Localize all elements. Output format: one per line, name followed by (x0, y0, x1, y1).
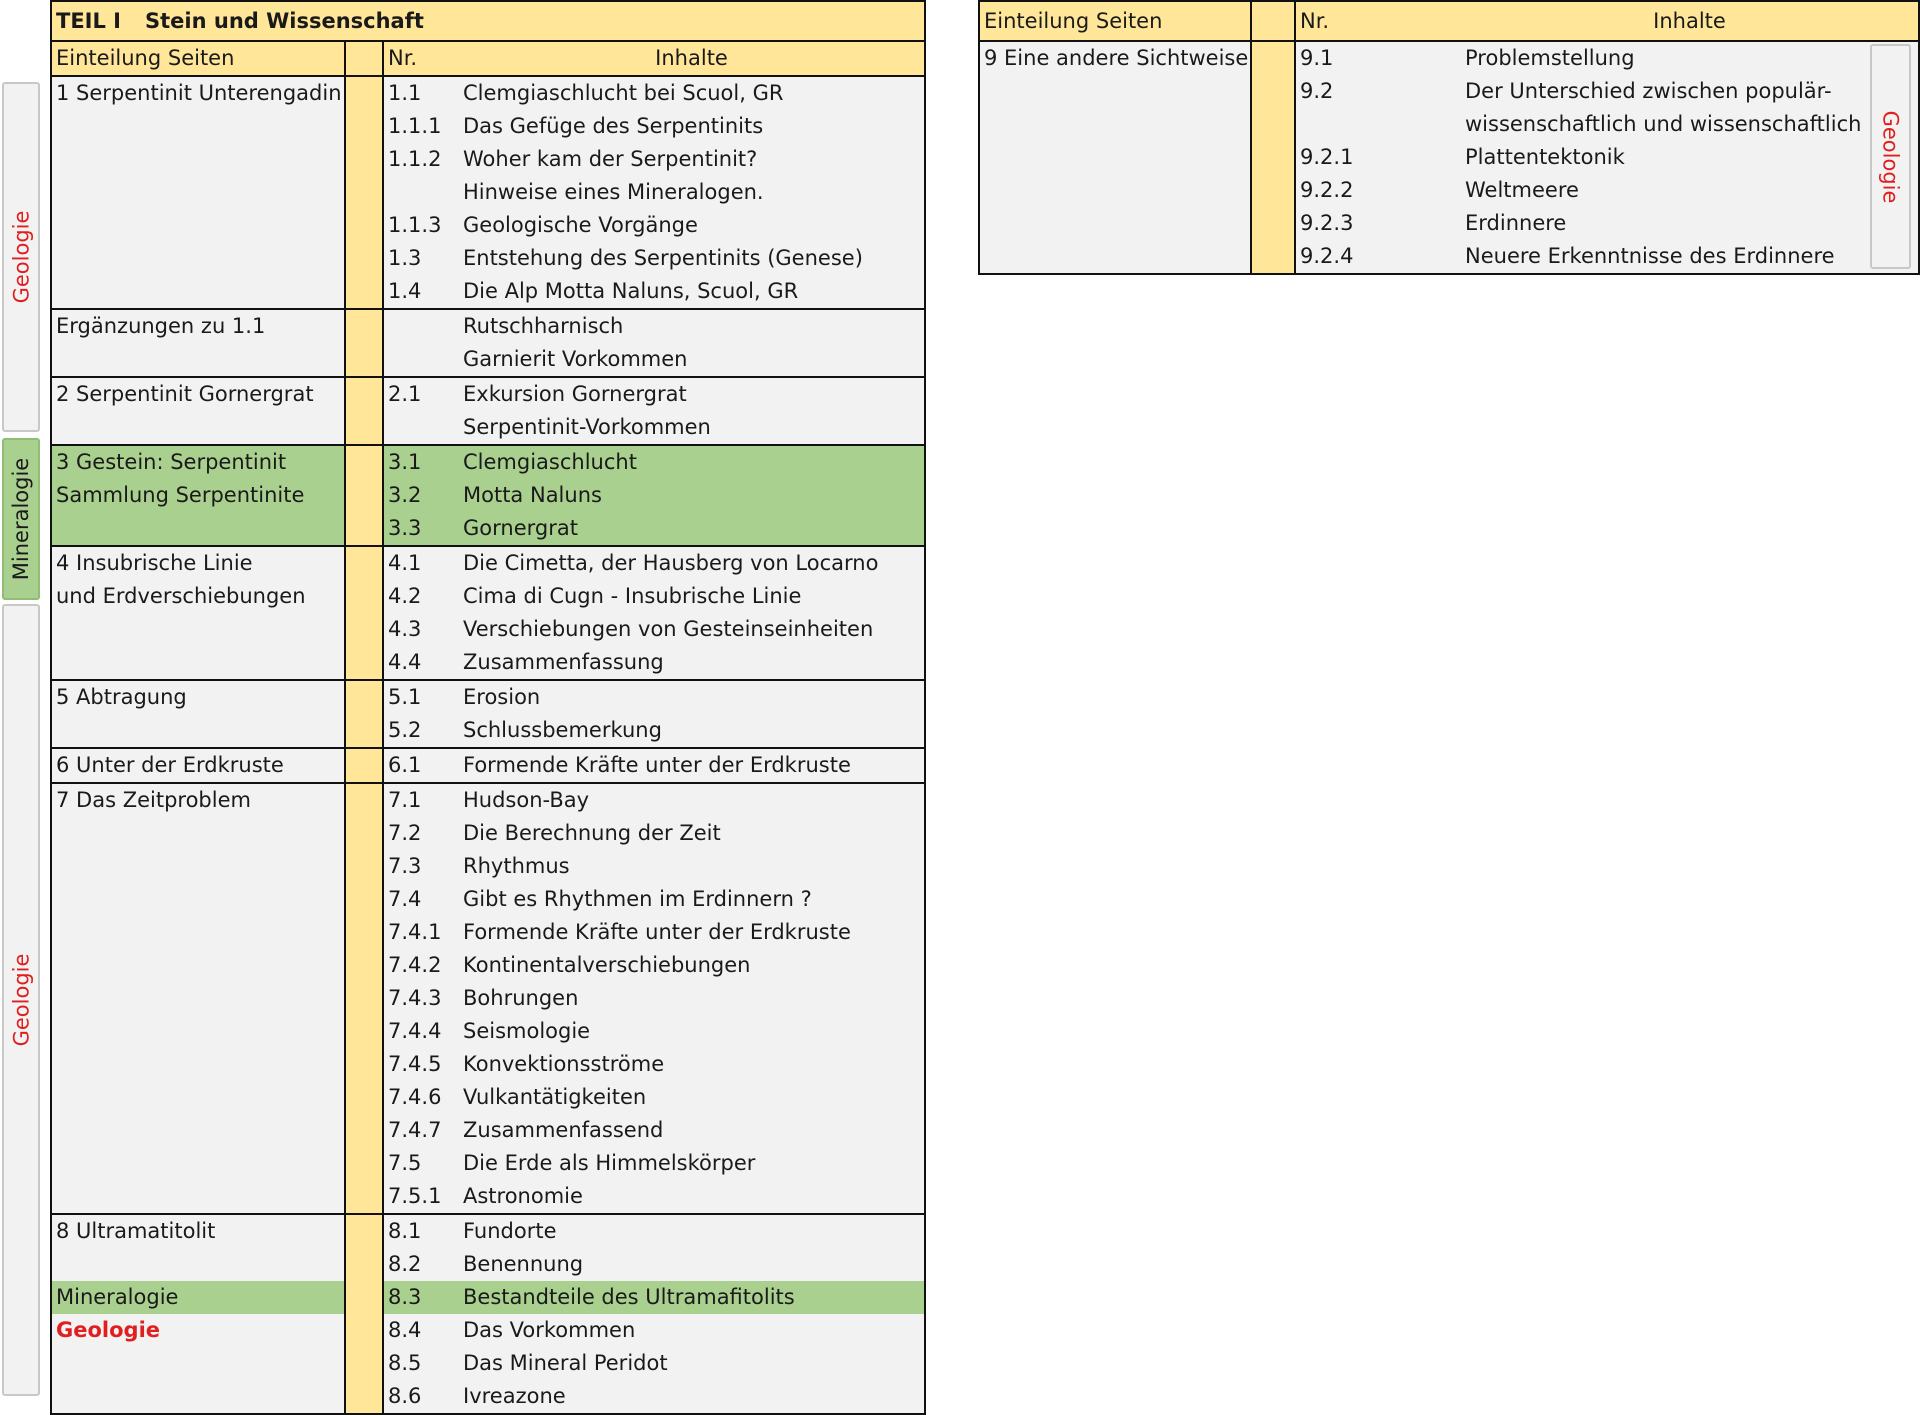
cell-section: 6 Unter der Erdkruste (51, 748, 345, 783)
cell-section (979, 207, 1251, 240)
cell-content: Bestandteile des Ultramafitolits (459, 1281, 925, 1314)
table-row (51, 1248, 925, 1281)
cell-content: Schlussbemerkung (459, 714, 925, 748)
table-row (51, 1081, 925, 1114)
side-tab-label: Geologie (9, 953, 33, 1047)
spacer-cell (345, 143, 383, 176)
cell-nr: 7.3 (383, 850, 459, 883)
table-row (51, 850, 925, 883)
cell-section (51, 850, 345, 883)
table-row (51, 748, 925, 783)
table-row (51, 512, 925, 546)
cell-section (51, 275, 345, 309)
cell-section (51, 916, 345, 949)
spacer-cell (345, 546, 383, 580)
cell-nr: 2.1 (383, 377, 459, 411)
cell-section (51, 817, 345, 850)
table-row (979, 240, 1919, 274)
cell-nr: 9.2.4 (1295, 240, 1461, 274)
spacer-cell (345, 982, 383, 1015)
table-row (51, 646, 925, 680)
side-tab-geologie-top (2, 82, 40, 432)
table-row (979, 207, 1919, 240)
spacer-cell (345, 1248, 383, 1281)
header-section: Einteilung Seiten (51, 41, 345, 76)
table-row (51, 1281, 925, 1314)
table-title-text: Stein und Wissenschaft (145, 8, 424, 33)
cell-content: Das Gefüge des Serpentinits (459, 110, 925, 143)
spacer-cell (1251, 41, 1295, 75)
cell-content: Geologische Vorgänge (459, 209, 925, 242)
spacer-cell (345, 1180, 383, 1214)
spacer-cell (345, 1015, 383, 1048)
side-tab-geologie-right (1870, 44, 1911, 269)
side-tab-label: Geologie (1878, 110, 1903, 203)
cell-section (51, 1081, 345, 1114)
cell-nr: 9.2 (1295, 75, 1461, 108)
table-row (51, 343, 925, 377)
table-row (51, 1180, 925, 1214)
cell-nr: 7.5.1 (383, 1180, 459, 1214)
cell-section: Ergänzungen zu 1.1 (51, 309, 345, 343)
cell-section (51, 143, 345, 176)
cell-nr: 4.2 (383, 580, 459, 613)
cell-content: Woher kam der Serpentinit? (459, 143, 925, 176)
spacer-cell (345, 242, 383, 275)
table-title-part: TEIL I (56, 8, 121, 33)
cell-section (51, 1048, 345, 1081)
table-row (979, 41, 1919, 75)
cell-section (51, 209, 345, 242)
cell-section (979, 240, 1251, 274)
cell-section (51, 242, 345, 275)
spacer-cell (345, 343, 383, 377)
cell-section: Geologie (51, 1314, 345, 1347)
table-row (51, 1114, 925, 1147)
cell-content: Erdinnere (1461, 207, 1919, 240)
cell-content: Das Mineral Peridot (459, 1347, 925, 1380)
table-row (51, 883, 925, 916)
spacer-cell (345, 1048, 383, 1081)
table-row (51, 209, 925, 242)
cell-section: Mineralogie (51, 1281, 345, 1314)
spacer-cell (345, 479, 383, 512)
cell-nr: 7.4.6 (383, 1081, 459, 1114)
spacer-cell (345, 76, 383, 110)
cell-nr: 5.2 (383, 714, 459, 748)
spacer-cell (345, 1380, 383, 1414)
cell-nr: 1.1 (383, 76, 459, 110)
cell-nr: 7.4.3 (383, 982, 459, 1015)
cell-content: Zusammenfassung (459, 646, 925, 680)
table-row (51, 1347, 925, 1380)
toc-table-part-1 (50, 0, 926, 1415)
header-section: Einteilung Seiten (979, 1, 1251, 41)
cell-section: 1 Serpentinit Unterengadin (51, 76, 345, 110)
spacer-cell (345, 309, 383, 343)
cell-section (51, 1180, 345, 1214)
cell-nr: 4.3 (383, 613, 459, 646)
cell-section: 9 Eine andere Sichtweise (979, 41, 1251, 75)
spacer-cell (1251, 75, 1295, 108)
cell-nr: 7.4 (383, 883, 459, 916)
cell-content: Exkursion Gornergrat (459, 377, 925, 411)
spacer-cell (345, 176, 383, 209)
spacer-cell (345, 1281, 383, 1314)
header-nr: Nr. (383, 41, 459, 76)
cell-content: Rhythmus (459, 850, 925, 883)
table-row (51, 982, 925, 1015)
header-content: Inhalte (1461, 1, 1919, 41)
cell-content: Bohrungen (459, 982, 925, 1015)
spacer-cell (345, 1347, 383, 1380)
cell-content: Der Unterschied zwischen populär- (1461, 75, 1919, 108)
cell-content: Seismologie (459, 1015, 925, 1048)
table-row (51, 377, 925, 411)
side-tab-mineralogie (2, 438, 40, 600)
cell-content: Benennung (459, 1248, 925, 1281)
table-row (51, 546, 925, 580)
cell-content: Rutschharnisch (459, 309, 925, 343)
cell-nr: 7.4.4 (383, 1015, 459, 1048)
spacer-cell (345, 1114, 383, 1147)
cell-nr: 1.1.1 (383, 110, 459, 143)
cell-section: 4 Insubrische Linie (51, 546, 345, 580)
spacer-cell (345, 1314, 383, 1347)
cell-section (51, 512, 345, 546)
cell-content: Hudson-Bay (459, 783, 925, 817)
cell-section (51, 982, 345, 1015)
cell-content: Das Vorkommen (459, 1314, 925, 1347)
spacer-cell (1251, 141, 1295, 174)
cell-nr: 8.4 (383, 1314, 459, 1347)
table-row (51, 143, 925, 176)
spacer-cell (1251, 207, 1295, 240)
cell-nr (383, 309, 459, 343)
cell-content: Serpentinit-Vorkommen (459, 411, 925, 445)
table-row (51, 680, 925, 714)
table-row (51, 275, 925, 309)
table-row (51, 580, 925, 613)
cell-section: 3 Gestein: Serpentinit (51, 445, 345, 479)
cell-content: Clemgiaschlucht (459, 445, 925, 479)
cell-nr: 9.1 (1295, 41, 1461, 75)
table-row (51, 1048, 925, 1081)
cell-nr: 8.3 (383, 1281, 459, 1314)
cell-content: Formende Kräfte unter der Erdkruste (459, 916, 925, 949)
table-row (51, 613, 925, 646)
cell-nr: 1.1.2 (383, 143, 459, 176)
table-header-row (979, 1, 1919, 41)
spacer-cell (345, 916, 383, 949)
cell-nr: 7.4.2 (383, 949, 459, 982)
table-row (51, 309, 925, 343)
cell-nr: 3.3 (383, 512, 459, 546)
cell-nr (1295, 108, 1461, 141)
cell-content: Motta Naluns (459, 479, 925, 512)
side-tab-label: Geologie (9, 210, 33, 304)
table-row (51, 1214, 925, 1248)
spacer-cell (345, 209, 383, 242)
cell-section (51, 1114, 345, 1147)
table-row (979, 75, 1919, 108)
spacer-cell (345, 646, 383, 680)
cell-nr: 8.5 (383, 1347, 459, 1380)
cell-content: Clemgiaschlucht bei Scuol, GR (459, 76, 925, 110)
cell-section (51, 1380, 345, 1414)
cell-content: Ivreazone (459, 1380, 925, 1414)
table-row (979, 174, 1919, 207)
table-row (51, 445, 925, 479)
cell-nr: 9.2.2 (1295, 174, 1461, 207)
cell-nr: 8.1 (383, 1214, 459, 1248)
spacer-cell (1251, 240, 1295, 274)
cell-content: Konvektionsströme (459, 1048, 925, 1081)
cell-content: Entstehung des Serpentinits (Genese) (459, 242, 925, 275)
spacer-cell (345, 613, 383, 646)
cell-section (51, 949, 345, 982)
cell-content: Die Alp Motta Naluns, Scuol, GR (459, 275, 925, 309)
side-tab-geologie-bottom (2, 604, 40, 1396)
cell-nr: 8.6 (383, 1380, 459, 1414)
cell-content: Vulkantätigkeiten (459, 1081, 925, 1114)
table-row (51, 783, 925, 817)
cell-content: Die Berechnung der Zeit (459, 817, 925, 850)
cell-section (51, 714, 345, 748)
cell-section: 2 Serpentinit Gornergrat (51, 377, 345, 411)
table-row (51, 110, 925, 143)
table-row (51, 1015, 925, 1048)
cell-content: Zusammenfassend (459, 1114, 925, 1147)
table-row (51, 1147, 925, 1180)
cell-section (51, 1147, 345, 1180)
cell-section (979, 174, 1251, 207)
table-header-row (51, 41, 925, 76)
cell-nr: 1.3 (383, 242, 459, 275)
cell-nr: 4.4 (383, 646, 459, 680)
cell-content: Garnierit Vorkommen (459, 343, 925, 377)
spacer-cell (345, 949, 383, 982)
cell-content: Erosion (459, 680, 925, 714)
cell-section (51, 1347, 345, 1380)
spacer-cell (345, 377, 383, 411)
cell-nr: 8.2 (383, 1248, 459, 1281)
cell-nr (383, 411, 459, 445)
cell-section (979, 75, 1251, 108)
cell-section (51, 411, 345, 445)
table-row (51, 411, 925, 445)
spacer-cell (345, 580, 383, 613)
cell-nr: 1.1.3 (383, 209, 459, 242)
cell-nr: 7.4.5 (383, 1048, 459, 1081)
cell-section (51, 1248, 345, 1281)
cell-nr: 9.2.1 (1295, 141, 1461, 174)
spacer-cell (345, 1214, 383, 1248)
cell-section (979, 108, 1251, 141)
table-row (51, 76, 925, 110)
cell-nr: 5.1 (383, 680, 459, 714)
cell-section (51, 646, 345, 680)
spacer-cell (1251, 174, 1295, 207)
header-content: Inhalte (459, 41, 925, 76)
cell-nr (383, 176, 459, 209)
cell-section (51, 110, 345, 143)
spacer-cell (345, 817, 383, 850)
table-row (979, 141, 1919, 174)
cell-section: 8 Ultramatitolit (51, 1214, 345, 1248)
spacer-cell (345, 680, 383, 714)
toc-table-part-2 (978, 0, 1920, 275)
spacer-cell (345, 783, 383, 817)
spacer-cell (345, 714, 383, 748)
table-row (51, 176, 925, 209)
spacer-cell (345, 850, 383, 883)
spacer-cell (345, 1081, 383, 1114)
cell-content: Astronomie (459, 1180, 925, 1214)
cell-nr: 7.5 (383, 1147, 459, 1180)
cell-section (51, 613, 345, 646)
cell-content: Hinweise eines Mineralogen. (459, 176, 925, 209)
cell-content: Die Erde als Himmelskörper (459, 1147, 925, 1180)
cell-content: Cima di Cugn - Insubrische Linie (459, 580, 925, 613)
cell-content: Plattentektonik (1461, 141, 1919, 174)
cell-section: Sammlung Serpentinite (51, 479, 345, 512)
cell-nr: 9.2.3 (1295, 207, 1461, 240)
table-row (51, 817, 925, 850)
table-row (51, 714, 925, 748)
spacer-cell (345, 275, 383, 309)
table-row (51, 949, 925, 982)
cell-content: Die Cimetta, der Hausberg von Locarno (459, 546, 925, 580)
cell-content: Problemstellung (1461, 41, 1919, 75)
cell-content: Fundorte (459, 1214, 925, 1248)
cell-content: Neuere Erkenntnisse des Erdinnere (1461, 240, 1919, 274)
cell-section (51, 343, 345, 377)
spacer-cell (345, 883, 383, 916)
header-nr: Nr. (1295, 1, 1461, 41)
table-title-row (51, 1, 925, 41)
cell-nr (383, 343, 459, 377)
cell-content: Formende Kräfte unter der Erdkruste (459, 748, 925, 783)
cell-section: und Erdverschiebungen (51, 580, 345, 613)
table-row (51, 479, 925, 512)
cell-nr: 4.1 (383, 546, 459, 580)
cell-content: Gibt es Rhythmen im Erdinnern ? (459, 883, 925, 916)
cell-nr: 7.1 (383, 783, 459, 817)
table-row (51, 916, 925, 949)
cell-section: 7 Das Zeitproblem (51, 783, 345, 817)
cell-content: Verschiebungen von Gesteinseinheiten (459, 613, 925, 646)
spacer-cell (345, 748, 383, 783)
spacer-cell (345, 110, 383, 143)
table-row (51, 1380, 925, 1414)
cell-content: Kontinentalverschiebungen (459, 949, 925, 982)
cell-nr: 7.2 (383, 817, 459, 850)
spacer-cell (345, 512, 383, 546)
cell-nr: 3.1 (383, 445, 459, 479)
table-row (51, 1314, 925, 1347)
cell-section (979, 141, 1251, 174)
spacer-cell (1251, 108, 1295, 141)
cell-nr: 6.1 (383, 748, 459, 783)
table-row (51, 242, 925, 275)
cell-section (51, 1015, 345, 1048)
spacer-cell (345, 1147, 383, 1180)
cell-nr: 7.4.1 (383, 916, 459, 949)
cell-content: wissenschaftlich und wissenschaftlich (1461, 108, 1919, 141)
table-row (979, 108, 1919, 141)
cell-content: Weltmeere (1461, 174, 1919, 207)
cell-content: Gornergrat (459, 512, 925, 546)
cell-nr: 7.4.7 (383, 1114, 459, 1147)
cell-nr: 3.2 (383, 479, 459, 512)
cell-section (51, 176, 345, 209)
cell-section: 5 Abtragung (51, 680, 345, 714)
spacer-cell (345, 445, 383, 479)
cell-section (51, 883, 345, 916)
cell-nr: 1.4 (383, 275, 459, 309)
spacer-cell (345, 411, 383, 445)
side-tab-label: Mineralogie (9, 457, 34, 581)
